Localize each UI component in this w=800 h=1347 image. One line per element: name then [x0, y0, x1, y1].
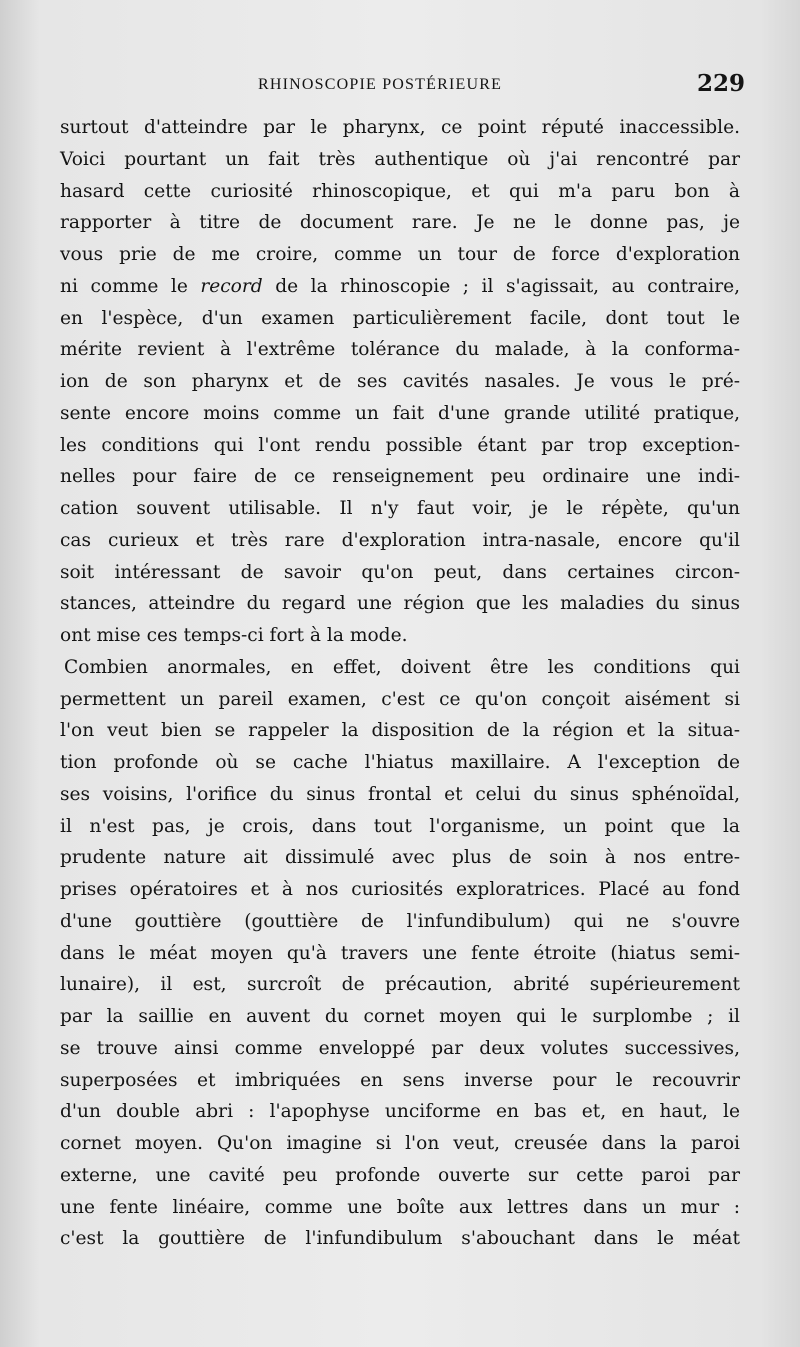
paragraph-end-line: ont mise ces temps-ci fort à la mode.: [60, 625, 408, 646]
text-line: l'on veut bien se rappeler la disposition de la région et la situa-: [60, 720, 740, 742]
text-line: d'une gouttière (gouttière de l'infundibulum) qui ne s'ouvre: [60, 910, 740, 932]
text-line: soit intéressant de savoir qu'on peut, dans certaines circon-: [60, 561, 740, 583]
text-line: cornet moyen. Qu'on imagine si l'on veut, creusée dans la paroi: [60, 1133, 740, 1154]
running-head: RHINOSCOPIE POSTÉRIEURE: [258, 76, 503, 93]
text-line: stances, atteindre du regard une région que les maladies du sinus: [60, 593, 740, 615]
text-line: se trouve ainsi comme enveloppé par deux volutes successives,: [60, 1037, 740, 1059]
text-line: superposées et imbriquées en sens inverse pour le recouvrir: [60, 1069, 740, 1091]
text-line: dans le méat moyen qu'à travers une fente étroite (hiatus semi-: [60, 942, 740, 964]
text-line: externe, une cavité peu profonde ouverte sur cette paroi par: [60, 1164, 740, 1186]
page-header: [0, 72, 800, 102]
text-line: surtout d'atteindre par le pharynx, ce point réputé inaccessible.: [60, 117, 740, 138]
page-number: 229: [697, 70, 746, 97]
text-line: hasard cette curiosité rhinoscopique, et qui m'a paru bon à: [60, 180, 740, 202]
text-line: permettent un pareil examen, c'est ce qu'on conçoit aisément si: [60, 688, 740, 710]
text-line: tion profonde où se cache l'hiatus maxillaire. A l'exception de: [60, 752, 740, 773]
text-line: mérite revient à l'extrême tolérance du malade, à la conforma-: [60, 339, 740, 361]
text-line: lunaire), il est, surcroît de précaution, abrité supérieurement: [60, 974, 740, 996]
text-line: prudente nature ait dissimulé avec plus de soin à nos entre-: [60, 847, 740, 869]
text-line: vous prie de me croire, comme un tour de force d'exploration: [60, 244, 740, 265]
text-line: il n'est pas, je crois, dans tout l'organisme, un point que la: [60, 815, 740, 837]
text-line: les conditions qui l'ont rendu possible étant par trop exception-: [60, 434, 740, 456]
text-line: nelles pour faire de ce renseignement peu ordinaire une indi-: [60, 466, 740, 488]
italic-word: record: [200, 275, 263, 297]
text-line: d'un double abri : l'apophyse unciforme en bas et, en haut, le: [60, 1101, 740, 1123]
text-line: une fente linéaire, comme une boîte aux lettres dans un mur :: [60, 1196, 740, 1218]
text-line: ses voisins, l'orifice du sinus frontal et celui du sinus sphénoïdal,: [60, 783, 740, 805]
text-line: prises opératoires et à nos curiosités exploratrices. Placé au fond: [60, 879, 740, 900]
text-line: Voici pourtant un fait très authentique où j'ai rencontré par: [60, 148, 740, 170]
text-line: par la saillie en auvent du cornet moyen qui le surplombe ; il: [60, 1006, 740, 1027]
text-line: cation souvent utilisable. Il n'y faut voir, je le répète, qu'un: [60, 498, 740, 519]
body-text: [60, 112, 740, 1255]
text-line: rapporter à titre de document rare. Je ne le donne pas, je: [60, 212, 740, 234]
text-line: en l'espèce, d'un examen particulièrement facile, dont tout le: [60, 307, 740, 329]
text-line: sente encore moins comme un fait d'une grande utilité pratique,: [60, 402, 740, 424]
paragraph-start-line: Combien anormales, en effet, doivent être les conditions qui: [64, 656, 740, 678]
text-line: cas curieux et très rare d'exploration intra-nasale, encore qu'il: [60, 529, 740, 551]
text-line: ni comme le record de la rhinoscopie ; il s'agissait, au contraire,: [60, 275, 740, 297]
text-line: ion de son pharynx et de ses cavités nasales. Je vous le pré-: [60, 371, 740, 392]
text-line: c'est la gouttière de l'infundibulum s'abouchant dans le méat: [60, 1228, 740, 1250]
